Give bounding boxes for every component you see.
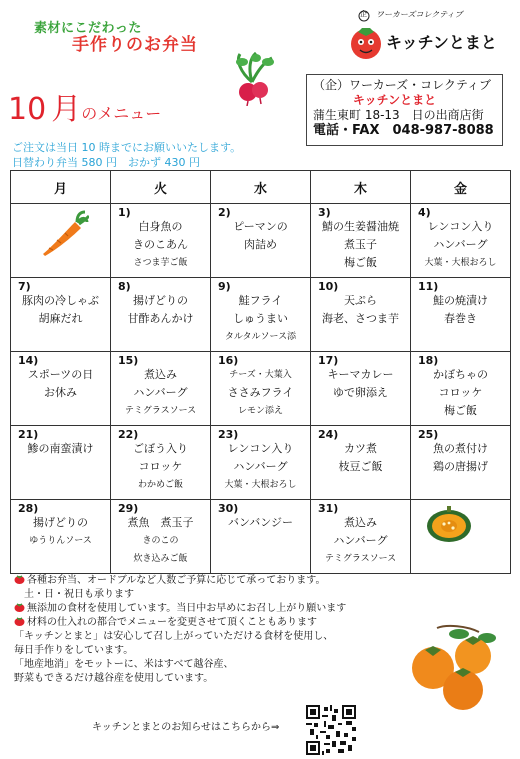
menu-item: 揚げどりの bbox=[133, 294, 188, 307]
menu-item: ごぼう入り bbox=[133, 442, 188, 455]
carrot-icon bbox=[37, 210, 89, 258]
day-number: 30) bbox=[218, 502, 239, 515]
menu-item: 天ぷら bbox=[344, 294, 377, 307]
menu-item: 鮭フライ bbox=[238, 294, 283, 307]
calendar-day-cell bbox=[211, 278, 311, 352]
month-kanji: 月 bbox=[51, 92, 82, 127]
calendar-day-cell bbox=[111, 500, 211, 574]
note-line bbox=[14, 658, 404, 672]
menu-item: 肉詰め bbox=[244, 238, 277, 251]
day-number: 14) bbox=[18, 354, 39, 367]
day-number: 18) bbox=[418, 354, 439, 367]
menu-item: きのこあん bbox=[133, 238, 188, 251]
menu-item: 梅ご飯 bbox=[444, 404, 477, 417]
menu-item: 甘酢あんかけ bbox=[127, 312, 194, 325]
shop-info-box bbox=[306, 74, 503, 146]
day-number: 1) bbox=[118, 206, 131, 219]
tagline-main: 手作りのお弁当 bbox=[72, 35, 198, 55]
day-number: 29) bbox=[118, 502, 139, 515]
calendar-day-cell bbox=[311, 500, 411, 574]
calendar-day-cell bbox=[311, 352, 411, 426]
calendar-week-row bbox=[11, 278, 511, 352]
shop-logo bbox=[346, 6, 506, 64]
menu-note: チーズ・大葉入 bbox=[229, 370, 292, 380]
day-number: 25) bbox=[418, 428, 439, 441]
menu-note: テミグラスソース bbox=[324, 554, 397, 564]
menu-item: 海老、さつま芋 bbox=[322, 312, 399, 325]
menu-item: しゅうまい bbox=[233, 312, 288, 325]
calendar-day-cell bbox=[411, 500, 511, 574]
note-line bbox=[14, 630, 404, 644]
note-line bbox=[14, 588, 404, 602]
menu-item: 煮魚 煮玉子 bbox=[127, 516, 194, 529]
menu-note: きのこの bbox=[142, 536, 179, 546]
menu-item: お休み bbox=[44, 386, 77, 399]
logo-text-top: ワーカーズコレクティブ bbox=[376, 10, 463, 19]
menu-item: 胡麻だれ bbox=[38, 312, 83, 325]
day-number: 3) bbox=[318, 206, 331, 219]
pumpkin-icon bbox=[425, 504, 473, 544]
calendar-week-row bbox=[11, 352, 511, 426]
logo-badge: 企 bbox=[360, 10, 367, 18]
weekday-header-row bbox=[11, 171, 511, 204]
menu-item: 揚げどりの bbox=[33, 516, 88, 529]
calendar-day-cell bbox=[311, 278, 411, 352]
menu-item: 鶏の唐揚げ bbox=[433, 460, 488, 473]
note-text: 各種お弁当、オードブルなど人数ご予算に応じて承っております。 bbox=[27, 575, 326, 586]
menu-item: 煮玉子 bbox=[344, 238, 377, 251]
menu-note: わかめご飯 bbox=[137, 480, 183, 490]
day-number: 22) bbox=[118, 428, 139, 441]
note-text: 土・日・祝日も承ります bbox=[14, 589, 134, 600]
qr-code-icon[interactable] bbox=[306, 705, 356, 755]
day-number: 15) bbox=[118, 354, 139, 367]
menu-item: キーマカレー bbox=[327, 368, 394, 381]
calendar-day-cell bbox=[311, 204, 411, 278]
calendar-day-cell bbox=[311, 426, 411, 500]
calendar-day-cell bbox=[211, 204, 311, 278]
calendar-day-cell bbox=[411, 278, 511, 352]
calendar-week-row bbox=[11, 426, 511, 500]
note-text: 材料の仕入れの都合でメニューを変更させて頂くこともあります bbox=[27, 617, 317, 628]
radish-icon bbox=[226, 52, 278, 106]
menu-item: ハンバーグ bbox=[233, 460, 288, 473]
notes-section bbox=[14, 574, 404, 686]
note-text: 無添加の食材を使用しています。当日中お早めにお召し上がり願います bbox=[27, 603, 347, 614]
calendar-day-cell bbox=[411, 352, 511, 426]
weekday-mon: 月 bbox=[11, 171, 111, 204]
logo-text-main: キッチンとまと bbox=[386, 33, 497, 52]
menu-item: 白身魚の bbox=[138, 220, 183, 233]
menu-note: さつま芋ご飯 bbox=[133, 258, 188, 268]
menu-item: 煮込み bbox=[144, 368, 177, 381]
calendar-day-cell bbox=[11, 426, 111, 500]
menu-item: ささみフライ bbox=[227, 386, 294, 399]
menu-item: カツ煮 bbox=[344, 442, 377, 455]
menu-item: ピーマンの bbox=[233, 220, 288, 233]
menu-item: バンバンジー bbox=[228, 516, 293, 529]
menu-note: 炊き込みご飯 bbox=[133, 554, 188, 564]
calendar-day-cell bbox=[111, 278, 211, 352]
menu-item: コロッケ bbox=[438, 386, 483, 399]
shop-company: （企）ワーカーズ・コレクティブ bbox=[313, 78, 491, 92]
menu-calendar bbox=[10, 170, 511, 574]
note-line bbox=[14, 602, 404, 616]
menu-note: タルタルソース添 bbox=[224, 332, 297, 342]
note-text: 「地産地消」をモットーに、米はすべて越谷産、 bbox=[14, 659, 234, 670]
calendar-day-cell bbox=[411, 426, 511, 500]
note-line bbox=[14, 644, 404, 658]
day-number: 23) bbox=[218, 428, 239, 441]
page-title bbox=[8, 84, 161, 128]
shop-tel: 電話・FAX 048-987-8088 bbox=[313, 123, 494, 138]
shop-address: 蒲生東町 18-13 日の出商店街 bbox=[313, 108, 484, 122]
calendar-week-row bbox=[11, 500, 511, 574]
weekday-wed: 水 bbox=[211, 171, 311, 204]
calendar-week-row bbox=[11, 204, 511, 278]
calendar-day-cell bbox=[211, 500, 311, 574]
day-number: 31) bbox=[318, 502, 339, 515]
calendar-day-cell bbox=[11, 278, 111, 352]
weekday-tue: 火 bbox=[111, 171, 211, 204]
menu-item: ハンバーグ bbox=[133, 386, 188, 399]
menu-item: 枝豆ご飯 bbox=[338, 460, 383, 473]
calendar-day-cell bbox=[211, 352, 311, 426]
menu-item: 鯖の生姜醤油焼 bbox=[322, 220, 399, 233]
calendar-day-cell bbox=[411, 204, 511, 278]
menu-item: ゆで卵添え bbox=[333, 386, 388, 399]
order-prices: 日替わり弁当 580 円 おかず 430 円 bbox=[12, 156, 200, 169]
calendar-day-cell bbox=[11, 204, 111, 278]
day-number: 17) bbox=[318, 354, 339, 367]
menu-item: コロッケ bbox=[138, 460, 183, 473]
note-line bbox=[14, 574, 404, 588]
shop-name: キッチンとまと bbox=[352, 93, 437, 107]
day-number: 7) bbox=[18, 280, 31, 293]
menu-item: ハンバーグ bbox=[333, 534, 388, 547]
menu-item: 魚の煮付け bbox=[433, 442, 488, 455]
menu-item: 豚肉の冷しゃぶ bbox=[22, 294, 99, 307]
day-number: 24) bbox=[318, 428, 339, 441]
menu-note: 大葉・大根おろし bbox=[224, 480, 297, 490]
menu-item: 春巻き bbox=[444, 312, 477, 325]
day-number: 2) bbox=[218, 206, 231, 219]
menu-item: 煮込み bbox=[344, 516, 377, 529]
calendar-day-cell bbox=[11, 352, 111, 426]
calendar-day-cell bbox=[211, 426, 311, 500]
menu-item: 梅ご飯 bbox=[344, 256, 377, 269]
menu-item: 鯵の南蛮漬け bbox=[27, 442, 94, 455]
day-number: 10) bbox=[318, 280, 339, 293]
month-number: 10 bbox=[8, 92, 47, 127]
tomato-bullet-icon bbox=[14, 603, 25, 612]
month-title-rest: のメニュー bbox=[81, 104, 162, 123]
menu-note: レモン添え bbox=[237, 406, 283, 416]
day-number: 11) bbox=[418, 280, 439, 293]
menu-note: 大葉・大根おろし bbox=[424, 258, 497, 268]
day-number: 16) bbox=[218, 354, 239, 367]
note-text: 毎日手作りをしています。 bbox=[14, 645, 134, 656]
menu-item: レンコン入り bbox=[227, 442, 294, 455]
tagline-top: 素材にこだわった bbox=[34, 21, 142, 36]
calendar-day-cell bbox=[111, 204, 211, 278]
menu-item: レンコン入り bbox=[427, 220, 494, 233]
note-text: 「キッチンとまと」は安心して召し上がっていただける食材を使用し、 bbox=[14, 631, 334, 642]
weekday-thu: 木 bbox=[311, 171, 411, 204]
menu-note: ゆうりんソース bbox=[29, 536, 92, 546]
menu-item: 鮭の焼漬け bbox=[433, 294, 488, 307]
calendar-day-cell bbox=[11, 500, 111, 574]
day-number: 4) bbox=[418, 206, 431, 219]
persimmon-icon bbox=[407, 622, 507, 714]
calendar-day-cell bbox=[111, 352, 211, 426]
day-number: 28) bbox=[18, 502, 39, 515]
menu-note: テミグラスソース bbox=[124, 406, 197, 416]
footer-text: キッチンとまとのお知らせはこちらから⇒ bbox=[92, 722, 280, 733]
menu-item: かぼちゃの bbox=[433, 368, 488, 381]
note-line bbox=[14, 672, 404, 686]
calendar-day-cell bbox=[111, 426, 211, 500]
tomato-bullet-icon bbox=[14, 575, 25, 584]
menu-item: ハンバーグ bbox=[433, 238, 488, 251]
day-number: 9) bbox=[218, 280, 231, 293]
order-deadline: ご注文は当日 10 時までにお願いいたします。 bbox=[12, 141, 242, 154]
day-number: 21) bbox=[18, 428, 39, 441]
note-line bbox=[14, 616, 404, 630]
menu-item: スポーツの日 bbox=[27, 368, 94, 381]
tomato-bullet-icon bbox=[14, 617, 25, 626]
weekday-fri: 金 bbox=[411, 171, 511, 204]
day-number: 8) bbox=[118, 280, 131, 293]
note-text: 野菜もできるだけ越谷産を使用しています。 bbox=[14, 673, 214, 684]
